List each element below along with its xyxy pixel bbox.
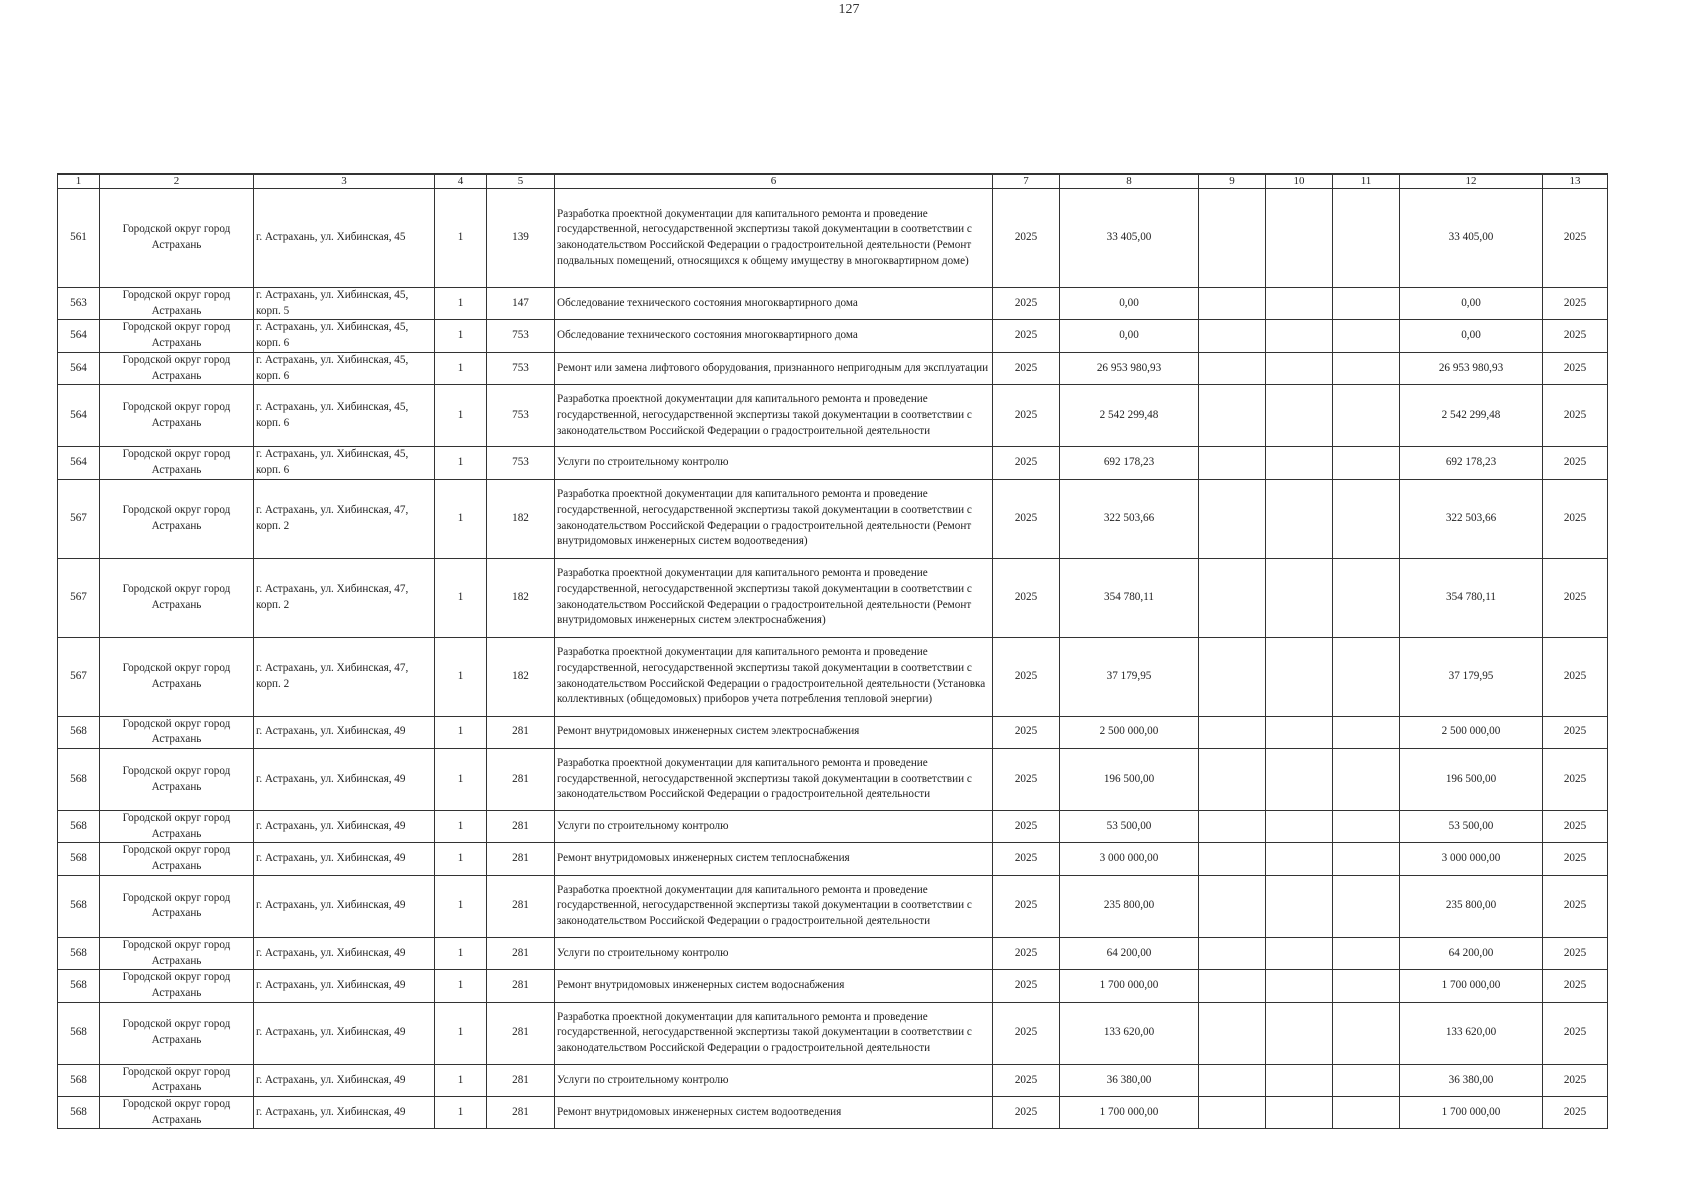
cell-col12-cost: 26 953 980,93 [1400,352,1543,384]
cell-col5: 281 [487,1097,555,1129]
cell-col13-year: 2025 [1543,749,1608,811]
cell-address: г. Астрахань, ул. Хибинская, 45, корп. 6 [254,447,435,479]
cell-col12-cost: 33 405,00 [1400,189,1543,288]
cell-col13-year: 2025 [1543,1002,1608,1064]
cell-col5: 281 [487,843,555,875]
cell-col12-cost: 2 500 000,00 [1400,716,1543,748]
cell-number: 568 [58,937,100,969]
cell-address: г. Астрахань, ул. Хибинская, 49 [254,811,435,843]
cell-col10 [1266,875,1333,937]
cell-work-type: Разработка проектной документации для капитального ремонта и проведение государственной, негосударственной экспертизы такой документации в соответствии с законодательством Российской Федерации о градостроительной деятельности [555,749,993,811]
cell-col9 [1199,970,1266,1002]
cell-col13-year: 2025 [1543,843,1608,875]
cell-municipality: Городской округ город Астрахань [100,1097,254,1129]
cell-municipality: Городской округ город Астрахань [100,288,254,320]
cell-number: 568 [58,1064,100,1096]
cell-col13-year: 2025 [1543,875,1608,937]
cell-address: г. Астрахань, ул. Хибинская, 45, корп. 6 [254,385,435,447]
cell-col12-cost: 1 700 000,00 [1400,1097,1543,1129]
cell-col11 [1333,1002,1400,1064]
cell-col11 [1333,811,1400,843]
cell-col11 [1333,352,1400,384]
cell-col12-cost: 354 780,11 [1400,558,1543,637]
cell-col4: 1 [435,1097,487,1129]
table-row [58,320,1608,352]
cell-col4: 1 [435,716,487,748]
cell-col9 [1199,352,1266,384]
cell-col11 [1333,1097,1400,1129]
column-header: 3 [254,174,435,189]
cell-col5: 147 [487,288,555,320]
cell-number: 564 [58,447,100,479]
cell-col12-cost: 36 380,00 [1400,1064,1543,1096]
cell-col10 [1266,352,1333,384]
cell-col4: 1 [435,352,487,384]
cell-municipality: Городской округ город Астрахань [100,479,254,558]
cell-total-cost: 2 500 000,00 [1060,716,1199,748]
table-row [58,447,1608,479]
cell-col13-year: 2025 [1543,189,1608,288]
cell-col4: 1 [435,937,487,969]
table-row [58,843,1608,875]
cell-col11 [1333,288,1400,320]
cell-col13-year: 2025 [1543,447,1608,479]
cell-municipality: Городской округ город Астрахань [100,1002,254,1064]
cell-col10 [1266,970,1333,1002]
cell-number: 568 [58,1097,100,1129]
cell-col11 [1333,447,1400,479]
cell-col9 [1199,558,1266,637]
cell-col5: 753 [487,352,555,384]
cell-col12-cost: 0,00 [1400,288,1543,320]
cell-col11 [1333,558,1400,637]
column-header: 6 [555,174,993,189]
cell-municipality: Городской округ город Астрахань [100,843,254,875]
cell-municipality: Городской округ город Астрахань [100,811,254,843]
column-header: 4 [435,174,487,189]
cell-col13-year: 2025 [1543,320,1608,352]
cell-col9 [1199,1002,1266,1064]
cell-col13-year: 2025 [1543,352,1608,384]
cell-col9 [1199,447,1266,479]
cell-address: г. Астрахань, ул. Хибинская, 49 [254,749,435,811]
cell-col12-cost: 0,00 [1400,320,1543,352]
cell-work-type: Обследование технического состояния многоквартирного дома [555,288,993,320]
table-row [58,637,1608,716]
column-header: 1 [58,174,100,189]
table-row [58,875,1608,937]
table-row [58,1097,1608,1129]
cell-col5: 753 [487,320,555,352]
cell-col10 [1266,843,1333,875]
cell-total-cost: 36 380,00 [1060,1064,1199,1096]
table-row [58,558,1608,637]
cell-address: г. Астрахань, ул. Хибинская, 47, корп. 2 [254,479,435,558]
column-header: 11 [1333,174,1400,189]
cell-year: 2025 [993,716,1060,748]
cell-col5: 753 [487,447,555,479]
cell-col11 [1333,875,1400,937]
cell-col5: 182 [487,637,555,716]
column-number-row [58,174,1608,189]
cell-col11 [1333,716,1400,748]
cell-work-type: Услуги по строительному контролю [555,937,993,969]
cell-work-type: Ремонт внутридомовых инженерных систем водоотведения [555,1097,993,1129]
cell-col10 [1266,637,1333,716]
cell-col4: 1 [435,288,487,320]
cell-municipality: Городской округ город Астрахань [100,749,254,811]
cell-col11 [1333,937,1400,969]
cell-col10 [1266,320,1333,352]
cell-col5: 281 [487,716,555,748]
cell-number: 567 [58,479,100,558]
cell-col4: 1 [435,1064,487,1096]
cell-municipality: Городской округ город Астрахань [100,970,254,1002]
cell-number: 563 [58,288,100,320]
cell-col10 [1266,716,1333,748]
table-row [58,1002,1608,1064]
cell-col13-year: 2025 [1543,288,1608,320]
cell-number: 564 [58,352,100,384]
cell-col13-year: 2025 [1543,970,1608,1002]
cell-col10 [1266,189,1333,288]
cell-address: г. Астрахань, ул. Хибинская, 47, корп. 2 [254,558,435,637]
cell-col13-year: 2025 [1543,1064,1608,1096]
cell-col9 [1199,811,1266,843]
table-row [58,288,1608,320]
cell-col12-cost: 196 500,00 [1400,749,1543,811]
table-row [58,189,1608,288]
cell-work-type: Ремонт внутридомовых инженерных систем теплоснабжения [555,843,993,875]
cell-col4: 1 [435,637,487,716]
cell-col4: 1 [435,811,487,843]
cell-col11 [1333,189,1400,288]
cell-col10 [1266,558,1333,637]
cell-address: г. Астрахань, ул. Хибинская, 45, корп. 5 [254,288,435,320]
cell-year: 2025 [993,1002,1060,1064]
cell-work-type: Услуги по строительному контролю [555,811,993,843]
cell-col10 [1266,749,1333,811]
cell-year: 2025 [993,811,1060,843]
cell-col9 [1199,1097,1266,1129]
cell-col9 [1199,1064,1266,1096]
cell-year: 2025 [993,749,1060,811]
cell-col12-cost: 322 503,66 [1400,479,1543,558]
cell-total-cost: 354 780,11 [1060,558,1199,637]
cell-work-type: Услуги по строительному контролю [555,1064,993,1096]
cell-col9 [1199,320,1266,352]
cell-col5: 182 [487,558,555,637]
cell-year: 2025 [993,843,1060,875]
cell-col13-year: 2025 [1543,637,1608,716]
cell-municipality: Городской округ город Астрахань [100,385,254,447]
cell-address: г. Астрахань, ул. Хибинская, 49 [254,716,435,748]
table-row [58,716,1608,748]
cell-municipality: Городской округ город Астрахань [100,189,254,288]
cell-col11 [1333,637,1400,716]
cell-col9 [1199,288,1266,320]
cell-total-cost: 1 700 000,00 [1060,1097,1199,1129]
cell-total-cost: 133 620,00 [1060,1002,1199,1064]
cell-col9 [1199,937,1266,969]
table-row [58,385,1608,447]
cell-col9 [1199,385,1266,447]
cell-year: 2025 [993,447,1060,479]
cell-col13-year: 2025 [1543,716,1608,748]
cell-work-type: Разработка проектной документации для капитального ремонта и проведение государственной, негосударственной экспертизы такой документации в соответствии с законодательством Российской Федерации о градостроительной деятельности (Ремонт подвальных помещений, относящихся к общему имуществу в многоквартирном доме) [555,189,993,288]
cell-municipality: Городской округ город Астрахань [100,716,254,748]
cell-col11 [1333,970,1400,1002]
cell-col12-cost: 64 200,00 [1400,937,1543,969]
cell-col9 [1199,843,1266,875]
cell-address: г. Астрахань, ул. Хибинская, 49 [254,970,435,1002]
cell-col10 [1266,447,1333,479]
cell-address: г. Астрахань, ул. Хибинская, 49 [254,1064,435,1096]
column-header: 9 [1199,174,1266,189]
cell-col12-cost: 53 500,00 [1400,811,1543,843]
cell-total-cost: 2 542 299,48 [1060,385,1199,447]
cell-work-type: Ремонт внутридомовых инженерных систем электроснабжения [555,716,993,748]
cell-work-type: Услуги по строительному контролю [555,447,993,479]
cell-col13-year: 2025 [1543,479,1608,558]
cell-year: 2025 [993,875,1060,937]
cell-number: 567 [58,637,100,716]
cell-col11 [1333,749,1400,811]
cell-number: 567 [58,558,100,637]
cell-total-cost: 235 800,00 [1060,875,1199,937]
cell-total-cost: 692 178,23 [1060,447,1199,479]
cell-col12-cost: 37 179,95 [1400,637,1543,716]
cell-col9 [1199,637,1266,716]
cell-col12-cost: 235 800,00 [1400,875,1543,937]
cell-municipality: Городской округ город Астрахань [100,352,254,384]
cell-col5: 281 [487,749,555,811]
cell-year: 2025 [993,937,1060,969]
column-header: 13 [1543,174,1608,189]
table-row [58,749,1608,811]
cell-municipality: Городской округ город Астрахань [100,447,254,479]
cell-municipality: Городской округ город Астрахань [100,875,254,937]
cell-year: 2025 [993,320,1060,352]
cell-col5: 753 [487,385,555,447]
cell-col12-cost: 692 178,23 [1400,447,1543,479]
cell-total-cost: 53 500,00 [1060,811,1199,843]
cell-col10 [1266,937,1333,969]
cell-address: г. Астрахань, ул. Хибинская, 45 [254,189,435,288]
cell-col5: 281 [487,937,555,969]
capital-repair-table [57,173,1608,1129]
cell-total-cost: 37 179,95 [1060,637,1199,716]
cell-col10 [1266,479,1333,558]
cell-work-type: Ремонт или замена лифтового оборудования, признанного непригодным для эксплуатации [555,352,993,384]
cell-col9 [1199,189,1266,288]
cell-col13-year: 2025 [1543,811,1608,843]
cell-col5: 281 [487,1064,555,1096]
cell-col9 [1199,875,1266,937]
cell-year: 2025 [993,637,1060,716]
column-header: 12 [1400,174,1543,189]
cell-col4: 1 [435,875,487,937]
cell-year: 2025 [993,1064,1060,1096]
cell-address: г. Астрахань, ул. Хибинская, 49 [254,1002,435,1064]
cell-col12-cost: 2 542 299,48 [1400,385,1543,447]
cell-total-cost: 3 000 000,00 [1060,843,1199,875]
cell-number: 561 [58,189,100,288]
cell-total-cost: 33 405,00 [1060,189,1199,288]
cell-col10 [1266,1002,1333,1064]
column-header: 7 [993,174,1060,189]
cell-address: г. Астрахань, ул. Хибинская, 49 [254,875,435,937]
cell-municipality: Городской округ город Астрахань [100,937,254,969]
cell-number: 564 [58,320,100,352]
column-header: 10 [1266,174,1333,189]
cell-col11 [1333,320,1400,352]
cell-municipality: Городской округ город Астрахань [100,320,254,352]
cell-col5: 281 [487,811,555,843]
cell-work-type: Разработка проектной документации для капитального ремонта и проведение государственной, негосударственной экспертизы такой документации в соответствии с законодательством Российской Федерации о градостроительной деятельности [555,1002,993,1064]
table-row [58,937,1608,969]
column-header: 8 [1060,174,1199,189]
cell-number: 568 [58,716,100,748]
cell-col5: 281 [487,970,555,1002]
cell-year: 2025 [993,288,1060,320]
column-header: 5 [487,174,555,189]
cell-total-cost: 196 500,00 [1060,749,1199,811]
cell-col12-cost: 133 620,00 [1400,1002,1543,1064]
cell-year: 2025 [993,352,1060,384]
cell-municipality: Городской округ город Астрахань [100,1064,254,1096]
cell-total-cost: 1 700 000,00 [1060,970,1199,1002]
cell-col10 [1266,385,1333,447]
cell-number: 568 [58,749,100,811]
cell-col5: 139 [487,189,555,288]
page-number: 127 [838,2,860,17]
cell-address: г. Астрахань, ул. Хибинская, 49 [254,937,435,969]
cell-col5: 281 [487,1002,555,1064]
cell-col13-year: 2025 [1543,1097,1608,1129]
cell-col4: 1 [435,749,487,811]
cell-work-type: Разработка проектной документации для капитального ремонта и проведение государственной, негосударственной экспертизы такой документации в соответствии с законодательством Российской Федерации о градостроительной деятельности [555,385,993,447]
cell-number: 568 [58,970,100,1002]
cell-col11 [1333,479,1400,558]
cell-work-type: Ремонт внутридомовых инженерных систем водоснабжения [555,970,993,1002]
cell-col9 [1199,716,1266,748]
cell-total-cost: 0,00 [1060,320,1199,352]
cell-col4: 1 [435,970,487,1002]
cell-col4: 1 [435,385,487,447]
cell-year: 2025 [993,970,1060,1002]
cell-col11 [1333,843,1400,875]
cell-col4: 1 [435,1002,487,1064]
table-row [58,1064,1608,1096]
cell-work-type: Разработка проектной документации для капитального ремонта и проведение государственной, негосударственной экспертизы такой документации в соответствии с законодательством Российской Федерации о градостроительной деятельности [555,875,993,937]
cell-col5: 281 [487,875,555,937]
cell-col10 [1266,288,1333,320]
cell-col10 [1266,1097,1333,1129]
cell-col9 [1199,749,1266,811]
cell-number: 568 [58,875,100,937]
cell-work-type: Обследование технического состояния многоквартирного дома [555,320,993,352]
cell-total-cost: 322 503,66 [1060,479,1199,558]
cell-col13-year: 2025 [1543,558,1608,637]
cell-number: 568 [58,843,100,875]
cell-work-type: Разработка проектной документации для капитального ремонта и проведение государственной, негосударственной экспертизы такой документации в соответствии с законодательством Российской Федерации о градостроительной деятельности (Установка коллективных (общедомовых) приборов учета потребления тепловой энергии) [555,637,993,716]
cell-number: 564 [58,385,100,447]
cell-total-cost: 0,00 [1060,288,1199,320]
cell-year: 2025 [993,385,1060,447]
cell-number: 568 [58,1002,100,1064]
cell-col4: 1 [435,558,487,637]
cell-municipality: Городской округ город Астрахань [100,637,254,716]
table-row [58,479,1608,558]
cell-year: 2025 [993,189,1060,288]
cell-col11 [1333,385,1400,447]
cell-col5: 182 [487,479,555,558]
cell-work-type: Разработка проектной документации для капитального ремонта и проведение государственной, негосударственной экспертизы такой документации в соответствии с законодательством Российской Федерации о градостроительной деятельности (Ремонт внутридомовых инженерных систем водоотведения) [555,479,993,558]
cell-col4: 1 [435,189,487,288]
cell-address: г. Астрахань, ул. Хибинская, 45, корп. 6 [254,320,435,352]
table-row [58,970,1608,1002]
cell-col13-year: 2025 [1543,937,1608,969]
cell-year: 2025 [993,479,1060,558]
cell-col9 [1199,479,1266,558]
cell-municipality: Городской округ город Астрахань [100,558,254,637]
cell-number: 568 [58,811,100,843]
column-header: 2 [100,174,254,189]
cell-col4: 1 [435,843,487,875]
cell-address: г. Астрахань, ул. Хибинская, 45, корп. 6 [254,352,435,384]
cell-col12-cost: 3 000 000,00 [1400,843,1543,875]
cell-year: 2025 [993,1097,1060,1129]
cell-col4: 1 [435,447,487,479]
cell-col10 [1266,811,1333,843]
table-row [58,811,1608,843]
cell-address: г. Астрахань, ул. Хибинская, 49 [254,1097,435,1129]
cell-col4: 1 [435,479,487,558]
table-row [58,352,1608,384]
cell-col10 [1266,1064,1333,1096]
cell-total-cost: 64 200,00 [1060,937,1199,969]
table-body [58,189,1608,1129]
cell-col4: 1 [435,320,487,352]
cell-col13-year: 2025 [1543,385,1608,447]
cell-col11 [1333,1064,1400,1096]
cell-work-type: Разработка проектной документации для капитального ремонта и проведение государственной, негосударственной экспертизы такой документации в соответствии с законодательством Российской Федерации о градостроительной деятельности (Ремонт внутридомовых инженерных систем электроснабжения) [555,558,993,637]
cell-total-cost: 26 953 980,93 [1060,352,1199,384]
cell-address: г. Астрахань, ул. Хибинская, 47, корп. 2 [254,637,435,716]
cell-col12-cost: 1 700 000,00 [1400,970,1543,1002]
cell-address: г. Астрахань, ул. Хибинская, 49 [254,843,435,875]
cell-year: 2025 [993,558,1060,637]
